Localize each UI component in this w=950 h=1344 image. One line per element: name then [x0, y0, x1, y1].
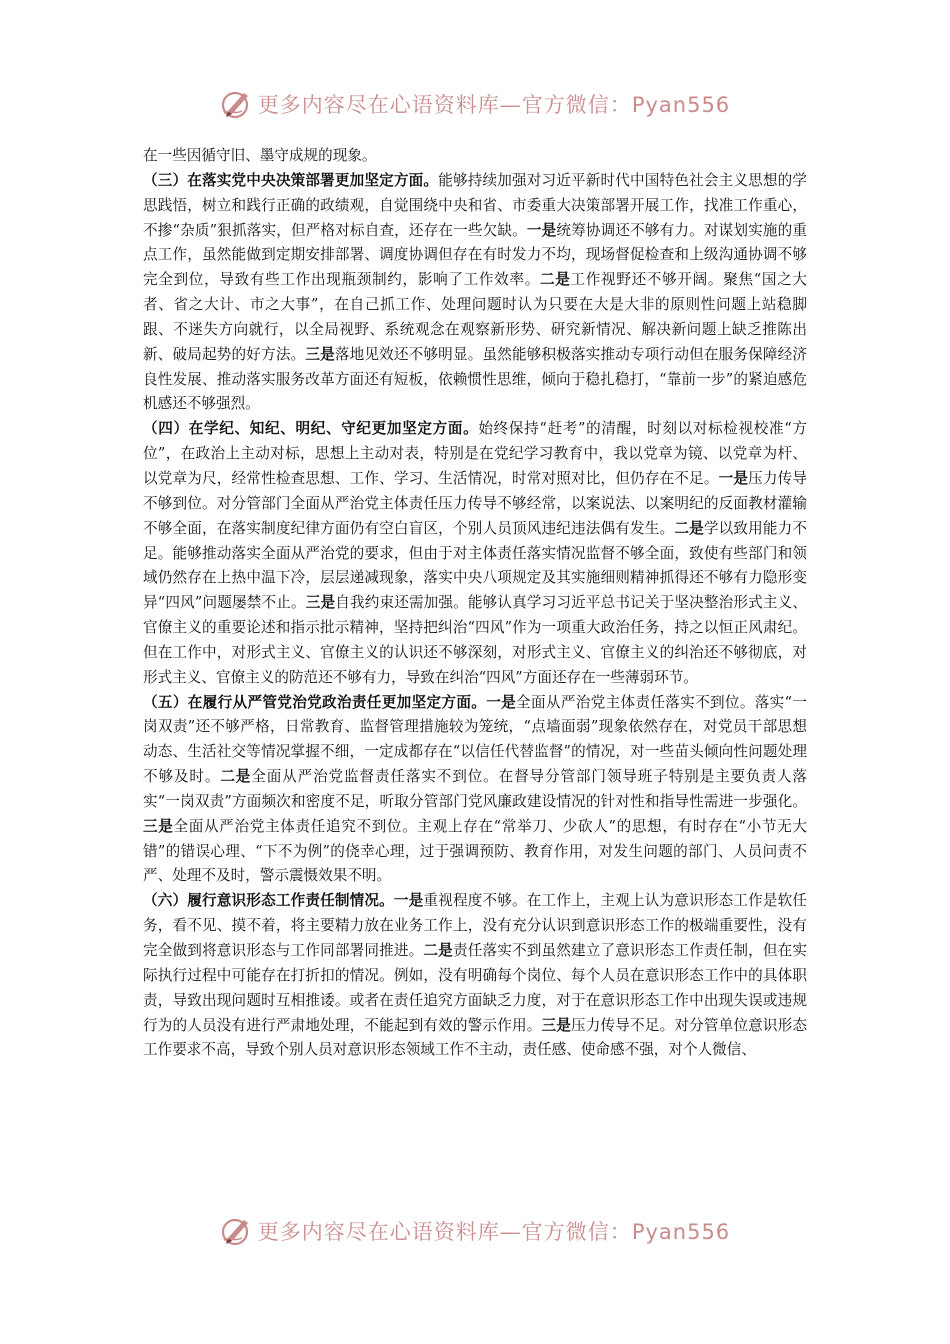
document-body [143, 144, 807, 1063]
header-banner [0, 84, 950, 124]
paragraph: （六）履行意识形态工作责任制情况。一是重视程度不够。在工作上，主观上认为意识形态工作是软任务，看不见、摸不着，将主要精力放在业务工作上，没有充分认识到意识形态工作的极端重要性，没有完全做到将意识形态与工作同部署同推进。二是责任落实不到虽然建立了意识形态工作责任制，但在实际执行过程中可能存在打折扣的情况。例如，没有明确每个岗位、每个人员在意识形态工作中的具体职责，导致出现问题时互相推诿。或者在责任追究方面缺乏力度，对于在意识形态工作中出现失误或违规行为的人员没有进行严肃地处理，不能起到有效的警示作用。三是压力传导不足。对分管单位意识形态工作要求不高，导致个别人员对意识形态领域工作不主动，责任感、使命感不强，对个人微信、 [143, 892, 807, 1059]
paragraph: 在一些因循守旧、墨守成规的现象。 [143, 147, 377, 164]
footer-banner [0, 1211, 950, 1251]
paragraph: （四）在学纪、知纪、明纪、守纪更加坚定方面。始终保持“赶考”的清醒，时刻以对标检视校准“方位”，在政治上主动对标，思想上主动对表，特别是在党纪学习教育中，我以党章为镜、以党章为杆、以党章为尺，经常性检查思想、工作、学习、生活情况，时常对照对比，但仍存在不足。一是压力传导不够到位。对分管部门全面从严治党主体责任压力传导不够经常，以案说法、以案明纪的反面教材灌输不够全面，在落实制度纪律方面仍有空白盲区，个别人员顶风违纪违法偶有发生。二是学以致用能力不足。能够推动落实全面从严治党的要求，但由于对主体责任落实情况监督不够全面，致使有些部门和领域仍然存在上热中温下冷，层层递减现象，落实中央八项规定及其实施细则精神抓得还不够有力隐形变异“四风”问题屡禁不止。三是自我约束还需加强。能够认真学习习近平总书记关于坚决整治形式主义、官僚主义的重要论述和指示批示精神，坚持把纠治“四风”作为一项重大政治任务，持之以恒正风肃纪。但在工作中，对形式主义、官僚主义的认识还不够深刻，对形式主义、官僚主义的纠治还不够彻底，对形式主义、官僚主义的防范还不够有力，导致在纠治“四风”方面还存在一些薄弱环节。 [143, 420, 807, 686]
banner-text: 更多内容尽在心语资料库—官方微信：Pyan556 [257, 1220, 731, 1244]
pen-logo-icon [220, 87, 254, 121]
section-heading: （五）在履行从严管党治党政治责任更加坚定方面。 [143, 693, 487, 711]
banner-text: 更多内容尽在心语资料库—官方微信：Pyan556 [257, 93, 731, 117]
section-heading: （四）在学纪、知纪、明纪、守纪更加坚定方面。 [143, 420, 479, 438]
section-heading: （六）履行意识形态工作责任制情况。 [143, 892, 394, 910]
pen-logo-icon [220, 1214, 254, 1248]
paragraph: （五）在履行从严管党治党政治责任更加坚定方面。一是全面从严治党主体责任落实不到位。落实“一岗双责”还不够严格，日常教育、监督管理措施较为笼统，“点墙面弱”现象依然存在，对党员干部思想动态、生活社交等情况掌握不细，一定成都存在“以信任代替监督”的情况，对一些苗头倾向性问题处理不够及时。二是全面从严治党监督责任落实不到位。在督导分管部门领导班子特别是主要负责人落实“一岗双责”方面频次和密度不足，听取分管部门党风廉政建设情况的针对性和指导性需进一步强化。三是全面从严治党主体责任追究不到位。主观上存在“常举刀、少砍人”的思想，有时存在“小节无大错”的错误心理、“下不为例”的侥幸心理，过于强调预防、教育作用，对发生问题的部门、人员问责不严、处理不及时，警示震慑效果不明。 [143, 693, 807, 885]
section-heading: （三）在落实党中央决策部署更加坚定方面。 [143, 171, 439, 189]
paragraph: （三）在落实党中央决策部署更加坚定方面。能够持续加强对习近平新时代中国特色社会主义思想的学思践悟，树立和践行正确的政绩观，自觉围绕中央和省、市委重大决策部署开展工作，找准工作重心，不掺“杂质”狠抓落实，但严格对标自查，还存在一些欠缺。一是统筹协调还不够有力。对谋划实施的重点工作，虽然能做到定期安排部署、调度协调但存在有时发力不均，现场督促检查和上级沟通协调不够完全到位，导致有些工作出现瓶颈制约，影响了工作效率。二是工作视野还不够开阔。聚焦“国之大者、省之大计、市之大事”，在自己抓工作、处理问题时认为只要在大是大非的原则性问题上站稳脚跟、不迷失方向就行，以全局视野、系统观念在观察新形势、研究新情况、解决新问题上缺乏推陈出新、破局起势的好方法。三是落地见效还不够明显。虽然能够积极落实推动专项行动但在服务保障经济良性发展、推动落实服务改革方面还有短板，依赖惯性思维，倾向于稳扎稳打，“靠前一步”的紧迫感危机感还不够强烈。 [143, 171, 807, 413]
